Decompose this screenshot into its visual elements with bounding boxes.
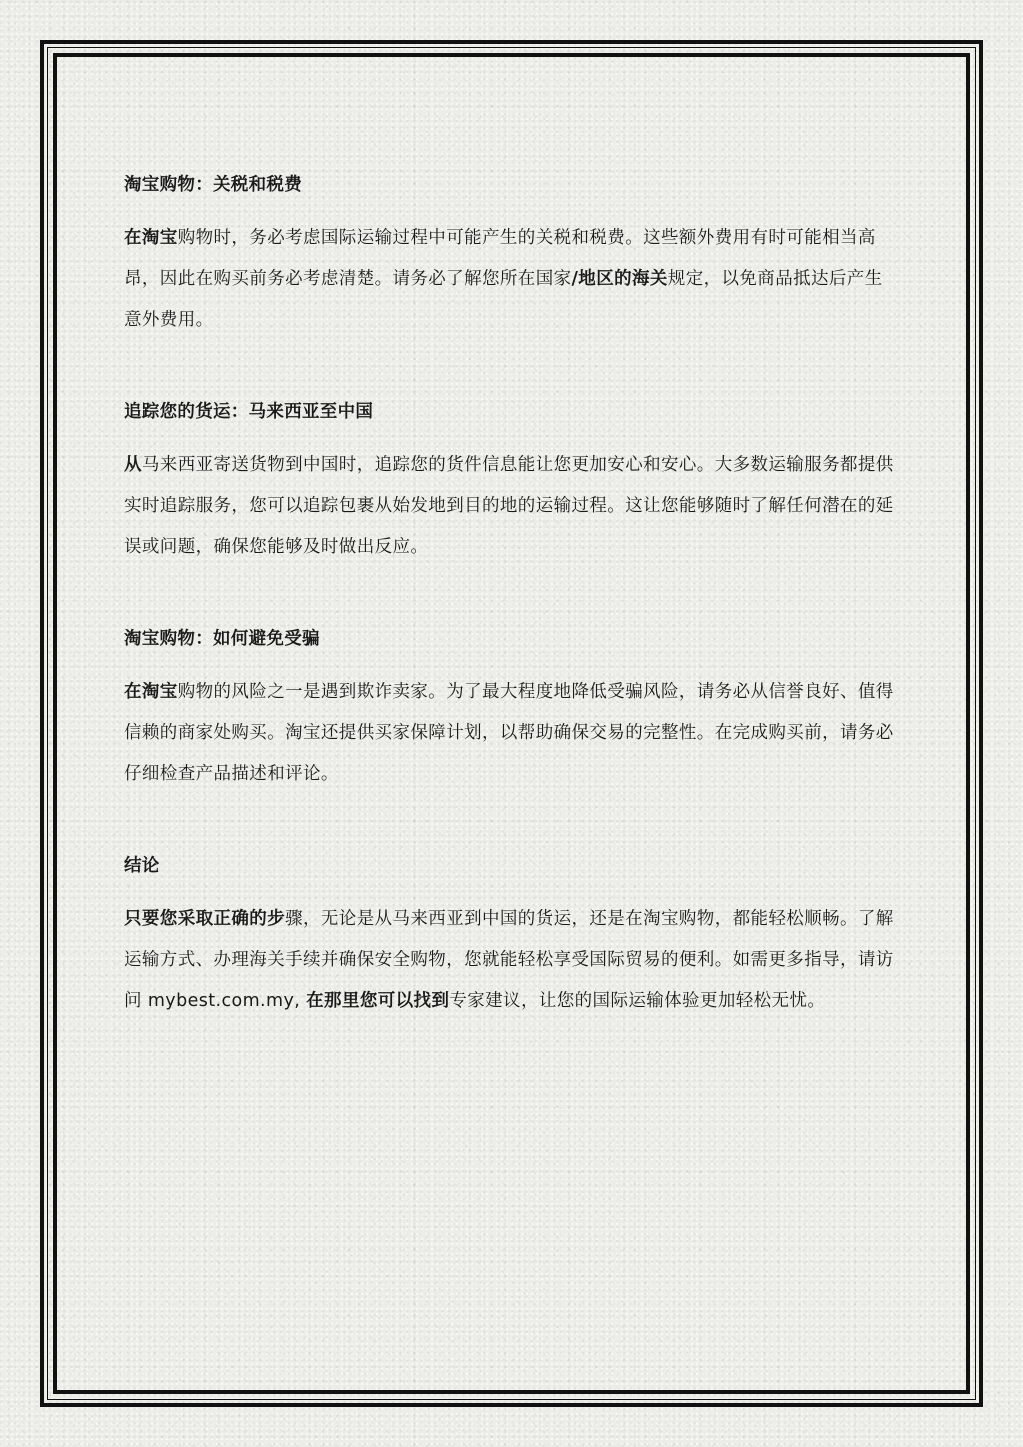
paragraph-lead: 在淘宝: [124, 228, 178, 248]
section-heading: 结论: [124, 856, 160, 876]
section-paragraph: [124, 899, 900, 1022]
section-heading: 追踪您的货运：马来西亚至中国: [124, 402, 374, 422]
paragraph-text-end: 规定，以免商品抵达后产生意外费用。: [124, 269, 883, 330]
paragraph-text: 购物的风险之一是遇到欺诈卖家。为了最大程度地降低受骗风险，请务必从信誉良好、值得信赖的商家处购买。淘宝还提供买家保障计划，以帮助确保交易的完整性。在完成购买前，请务必仔细检查产品描述和评论。: [124, 682, 894, 784]
section-heading: 淘宝购物：如何避免受骗: [124, 629, 320, 649]
section-avoid-scams: [124, 622, 900, 795]
section-paragraph: [124, 445, 900, 568]
paragraph-text: 马来西亚寄送货物到中国时，追踪您的货件信息能让您更加安心和安心。大多数运输服务都提供实时追踪服务，您可以追踪包裹从始发地到目的地的运输过程。这让您能够随时了解任何潜在的延误或问题，确保您能够及时做出反应。: [124, 455, 894, 557]
section-paragraph: [124, 218, 900, 341]
paragraph-lead: 从: [124, 455, 142, 475]
section-heading: 淘宝购物：关税和税费: [124, 175, 302, 195]
section-customs-taxes: [124, 168, 900, 341]
paragraph-lead: 在淘宝: [124, 682, 178, 702]
paragraph-text: 购物时，务必考虑国际运输过程中可能产生的关税和税费。这些额外费用有时可能相当高昂，因此在购买前务必考虑清楚。请务必了解您所在国家: [124, 228, 876, 289]
paragraph-text-end: 专家建议，让您的国际运输体验更加轻松无忧。: [449, 991, 826, 1011]
section-paragraph: [124, 672, 900, 795]
paragraph-bold: 在那里您可以找到: [306, 991, 450, 1011]
paragraph-bold: /地区的海关: [571, 269, 668, 289]
paragraph-lead: 只要您采取正确的步: [124, 909, 286, 929]
section-tracking: [124, 395, 900, 568]
section-conclusion: [124, 849, 900, 1022]
document-body: [124, 168, 900, 1022]
paragraph-text: 骤，无论是从马来西亚到中国的货运，还是在淘宝购物，都能轻松顺畅。了解运输方式、办理海关手续并确保安全购物，您就能轻松享受国际贸易的便利。如需更多指导，请访问 mybest.com.my,: [124, 909, 894, 1011]
